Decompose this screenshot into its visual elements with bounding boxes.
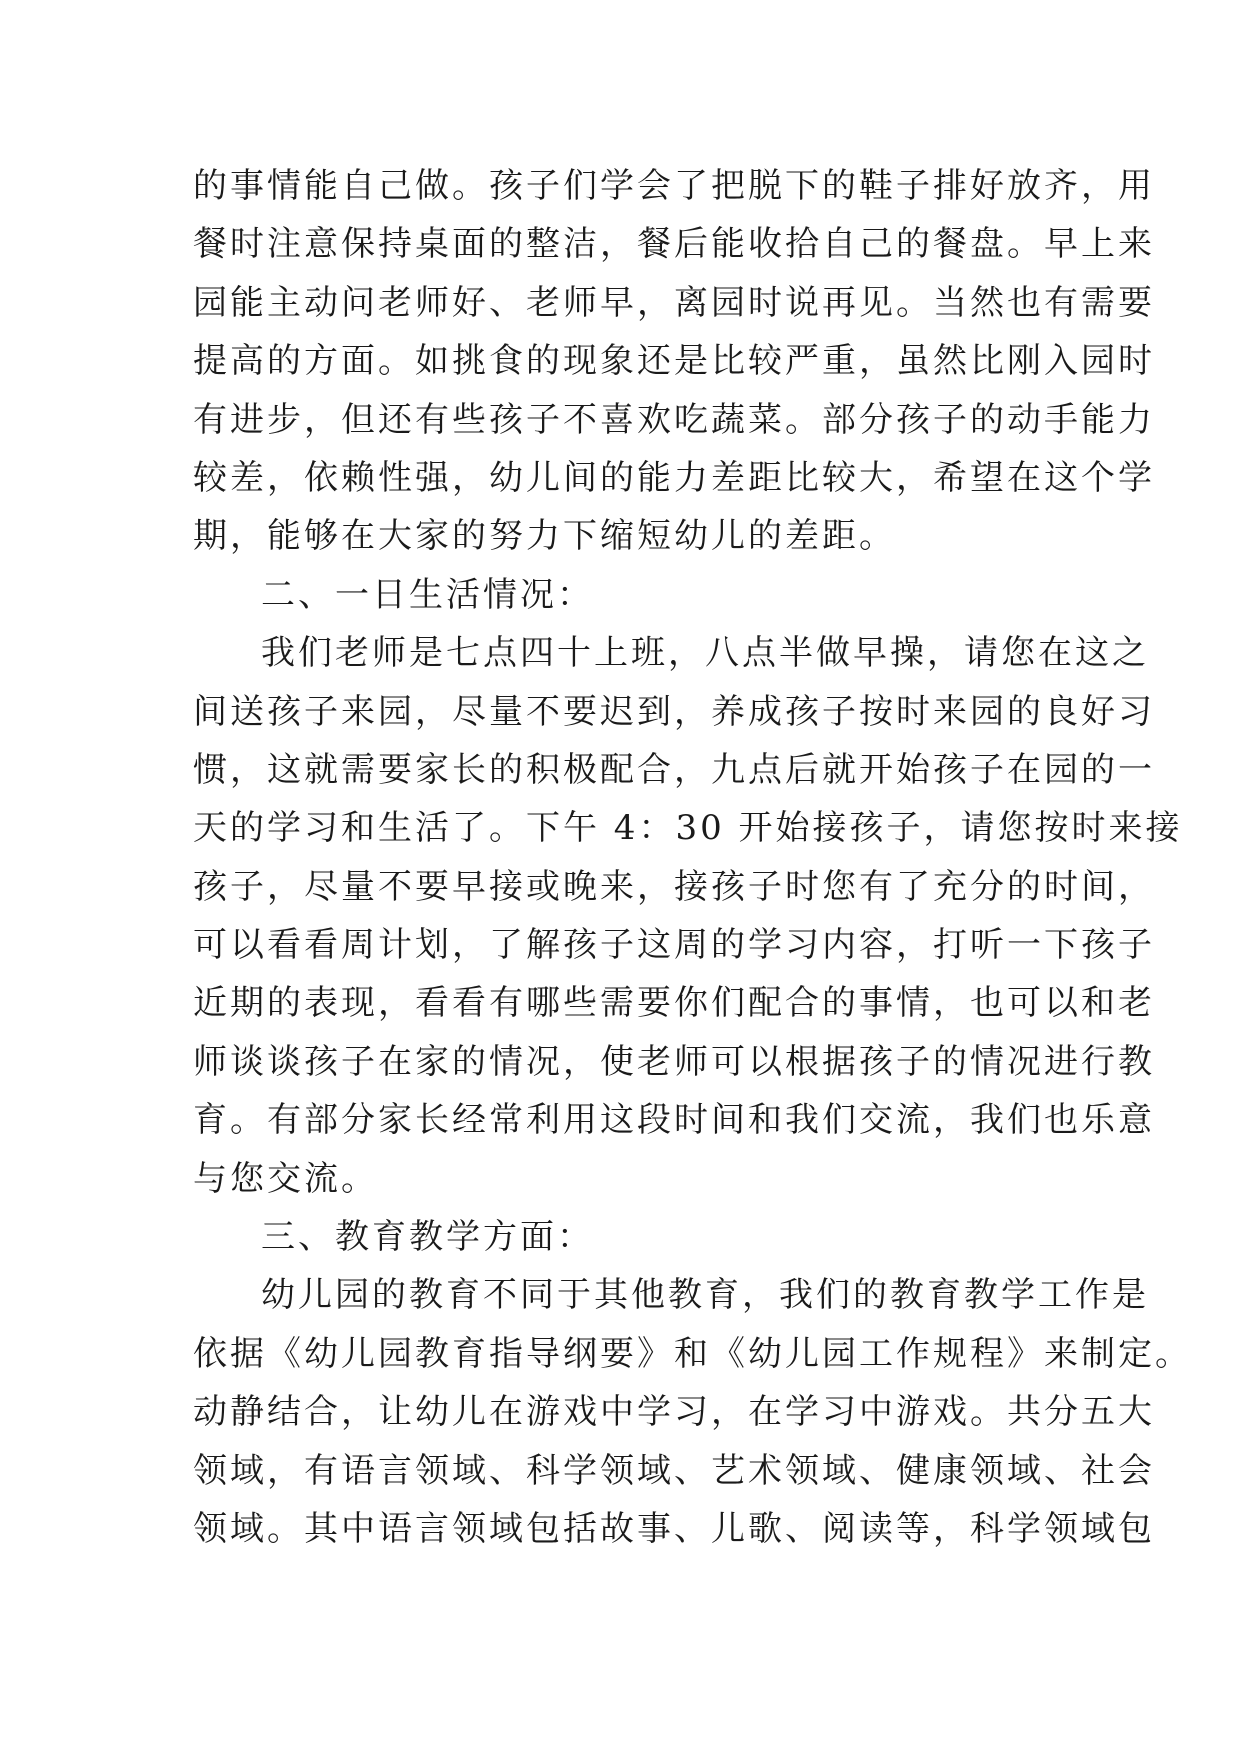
- text-line: 与您交流。: [193, 1158, 378, 1199]
- text-line: 间送孩子来园，尽量不要迟到，养成孩子按时来园的良好习: [193, 691, 1155, 732]
- text-line: 依据《幼儿园教育指导纲要》和《幼儿园工作规程》来制定。: [193, 1333, 1192, 1374]
- text-line: 领域，有语言领域、科学领域、艺术领域、健康领域、社会: [193, 1450, 1155, 1491]
- section-heading-daily-life: 二、一日生活情况：: [261, 574, 594, 615]
- text-line: 幼儿园的教育不同于其他教育，我们的教育教学工作是: [261, 1275, 1149, 1316]
- text-line: 孩子，尽量不要早接或晚来，接孩子时您有了充分的时间，: [193, 866, 1155, 907]
- section-heading-education: 三、教育教学方面：: [261, 1217, 594, 1258]
- document-body: [193, 157, 1192, 1558]
- text-line: 育。有部分家长经常利用这段时间和我们交流，我们也乐意: [193, 1100, 1155, 1141]
- text-line: 师谈谈孩子在家的情况，使老师可以根据孩子的情况进行教: [193, 1041, 1155, 1082]
- text-line: 餐时注意保持桌面的整洁，餐后能收拾自己的餐盘。早上来: [193, 224, 1155, 265]
- text-line: 的事情能自己做。孩子们学会了把脱下的鞋子排好放齐，用: [193, 166, 1155, 206]
- text-line: 我们老师是七点四十上班，八点半做早操，请您在这之: [261, 633, 1149, 674]
- text-line: 可以看看周计划，了解孩子这周的学习内容，打听一下孩子: [193, 925, 1155, 966]
- text-line: 近期的表现，看看有哪些需要你们配合的事情，也可以和老: [193, 983, 1155, 1024]
- text-line: 有进步，但还有些孩子不喜欢吃蔬菜。部分孩子的动手能力: [193, 399, 1155, 440]
- text-line: 惯，这就需要家长的积极配合，九点后就开始孩子在园的一: [193, 749, 1155, 790]
- text-line: 较差，依赖性强，幼儿间的能力差距比较大，希望在这个学: [193, 457, 1155, 498]
- text-line: 领域。其中语言领域包括故事、儿歌、阅读等，科学领域包: [193, 1508, 1155, 1549]
- text-line: 提高的方面。如挑食的现象还是比较严重，虽然比刚入园时: [193, 341, 1155, 382]
- text-line: 期，能够在大家的努力下缩短幼儿的差距。: [193, 516, 896, 557]
- text-line: 园能主动问老师好、老师早，离园时说再见。当然也有需要: [193, 282, 1155, 323]
- text-line: 天的学习和生活了。下午 4：30 开始接孩子，请您按时来接: [193, 808, 1183, 849]
- text-line: 动静结合，让幼儿在游戏中学习，在学习中游戏。共分五大: [193, 1392, 1155, 1433]
